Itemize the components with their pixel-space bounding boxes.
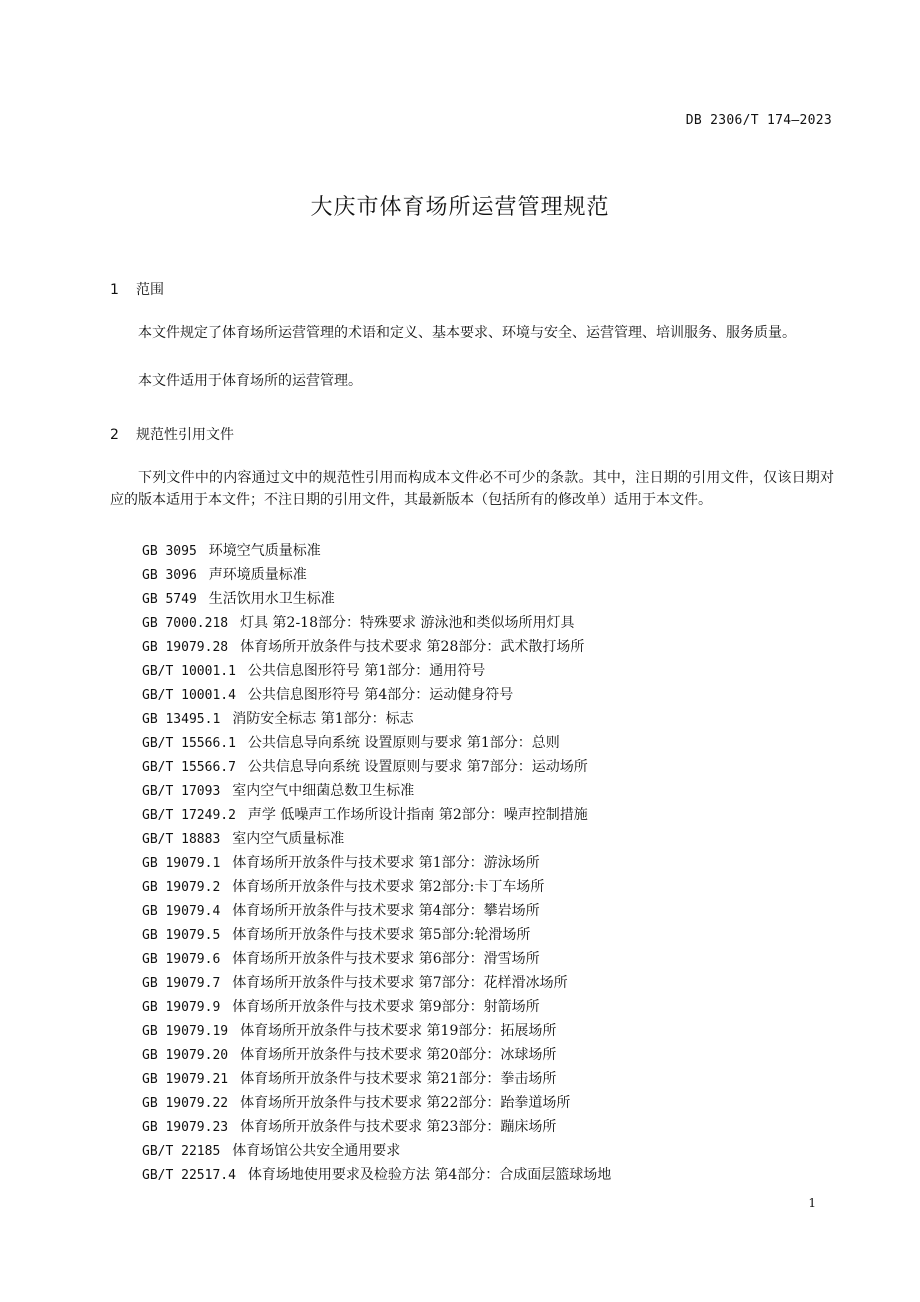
reference-item (142, 996, 611, 1020)
reference-item (142, 876, 611, 900)
section-number: 2 (110, 427, 119, 443)
reference-title: 生活饮用水卫生标准 (208, 591, 335, 607)
reference-code: GB/T 22185 (142, 1144, 221, 1159)
reference-item (142, 660, 611, 684)
reference-item (142, 852, 611, 876)
reference-code: GB 19079.4 (142, 904, 221, 919)
reference-code: GB 3095 (142, 544, 197, 559)
reference-title: 体育场馆公共安全通用要求 (232, 1143, 401, 1159)
reference-title: 体育场所开放条件与技术要求 第7部分：花样滑冰场所 (232, 975, 568, 991)
page-title: 大庆市体育场所运营管理规范 (310, 195, 610, 220)
reference-code: GB/T 10001.1 (142, 664, 236, 679)
reference-item (142, 1116, 611, 1140)
paragraph: 本文件规定了体育场所运营管理的术语和定义、基本要求、环境与安全、运营管理、培训服务、服务质量。 (138, 325, 796, 341)
reference-item (142, 1068, 611, 1092)
reference-code: GB/T 22517.4 (142, 1168, 236, 1183)
reference-item (142, 804, 611, 828)
reference-item (142, 972, 611, 996)
reference-title: 消防安全标志 第1部分：标志 (232, 711, 414, 727)
section-number: 1 (110, 282, 119, 298)
reference-item (142, 636, 611, 660)
reference-title: 声环境质量标准 (208, 567, 307, 583)
reference-item (142, 540, 611, 564)
reference-item (142, 900, 611, 924)
reference-code: GB 7000.218 (142, 616, 229, 631)
reference-code: GB 19079.28 (142, 640, 229, 655)
reference-title: 体育场所开放条件与技术要求 第1部分：游泳场所 (232, 855, 540, 871)
reference-code: GB 19079.7 (142, 976, 221, 991)
reference-title: 公共信息导向系统 设置原则与要求 第7部分：运动场所 (247, 759, 588, 775)
page-number: 1 (808, 1196, 816, 1210)
reference-code: GB/T 18883 (142, 832, 221, 847)
reference-code: GB 19079.9 (142, 1000, 221, 1015)
reference-code: GB 13495.1 (142, 712, 221, 727)
reference-title: 体育场所开放条件与技术要求 第5部分:轮滑场所 (232, 927, 531, 943)
reference-title: 公共信息图形符号 第4部分：运动健身符号 (247, 687, 514, 703)
reference-code: GB 19079.23 (142, 1120, 229, 1135)
reference-code: GB 19079.22 (142, 1096, 229, 1111)
reference-code: GB/T 15566.7 (142, 760, 236, 775)
reference-title: 体育场所开放条件与技术要求 第19部分：拓展场所 (240, 1023, 557, 1039)
reference-title: 室内空气质量标准 (232, 831, 345, 847)
reference-title: 环境空气质量标准 (208, 543, 321, 559)
reference-item (142, 708, 611, 732)
reference-title: 体育场所开放条件与技术要求 第22部分：跆拳道场所 (240, 1095, 571, 1111)
reference-item (142, 1164, 611, 1188)
reference-code: GB 19079.5 (142, 928, 221, 943)
reference-list (142, 540, 611, 1188)
section-title: 规范性引用文件 (136, 427, 234, 443)
reference-item (142, 924, 611, 948)
reference-title: 室内空气中细菌总数卫生标准 (232, 783, 415, 799)
reference-title: 体育场所开放条件与技术要求 第9部分：射箭场所 (232, 999, 540, 1015)
reference-title: 体育场所开放条件与技术要求 第4部分：攀岩场所 (232, 903, 540, 919)
reference-item (142, 780, 611, 804)
reference-code: GB 19079.19 (142, 1024, 229, 1039)
document-number: DB 2306/T 174—2023 (685, 113, 832, 128)
reference-code: GB 3096 (142, 568, 197, 583)
reference-code: GB 19079.2 (142, 880, 221, 895)
reference-item (142, 756, 611, 780)
reference-code: GB/T 15566.1 (142, 736, 236, 751)
reference-title: 公共信息导向系统 设置原则与要求 第1部分：总则 (247, 735, 560, 751)
reference-item (142, 1140, 611, 1164)
paragraph: 本文件适用于体育场所的运营管理。 (138, 373, 362, 389)
reference-item (142, 828, 611, 852)
reference-title: 体育场所开放条件与技术要求 第2部分:卡丁车场所 (232, 879, 545, 895)
reference-title: 体育场所开放条件与技术要求 第20部分：冰球场所 (240, 1047, 557, 1063)
reference-item (142, 1092, 611, 1116)
section-title: 范围 (136, 282, 164, 298)
reference-title: 灯具 第2-18部分：特殊要求 游泳池和类似场所用灯具 (240, 615, 575, 631)
reference-item (142, 732, 611, 756)
reference-item (142, 948, 611, 972)
reference-item (142, 588, 611, 612)
reference-title: 体育场所开放条件与技术要求 第28部分：武术散打场所 (240, 639, 585, 655)
reference-item (142, 612, 611, 636)
reference-title: 公共信息图形符号 第1部分：通用符号 (247, 663, 486, 679)
reference-code: GB 5749 (142, 592, 197, 607)
reference-code: GB/T 17249.2 (142, 808, 236, 823)
reference-item (142, 564, 611, 588)
reference-title: 声学 低噪声工作场所设计指南 第2部分：噪声控制措施 (247, 807, 588, 823)
paragraph: 下列文件中的内容通过文中的规范性引用而构成本文件必不可少的条款。其中，注日期的引用文件，仅该日期对应的版本适用于本文件；不注日期的引用文件，其最新版本（包括所有的修改单）适用于本文件。 (110, 470, 834, 508)
reference-code: GB 19079.6 (142, 952, 221, 967)
reference-code: GB/T 17093 (142, 784, 221, 799)
reference-code: GB 19079.20 (142, 1048, 229, 1063)
reference-item (142, 1044, 611, 1068)
reference-title: 体育场所开放条件与技术要求 第6部分：滑雪场所 (232, 951, 540, 967)
reference-title: 体育场所开放条件与技术要求 第23部分：蹦床场所 (240, 1119, 557, 1135)
reference-item (142, 1020, 611, 1044)
reference-code: GB/T 10001.4 (142, 688, 236, 703)
reference-code: GB 19079.21 (142, 1072, 229, 1087)
reference-title: 体育场地使用要求及检验方法 第4部分：合成面层篮球场地 (247, 1167, 612, 1183)
section-heading-scope (110, 279, 164, 299)
reference-item (142, 684, 611, 708)
section-heading-normative-references (110, 424, 234, 444)
reference-title: 体育场所开放条件与技术要求 第21部分：拳击场所 (240, 1071, 557, 1087)
reference-code: GB 19079.1 (142, 856, 221, 871)
